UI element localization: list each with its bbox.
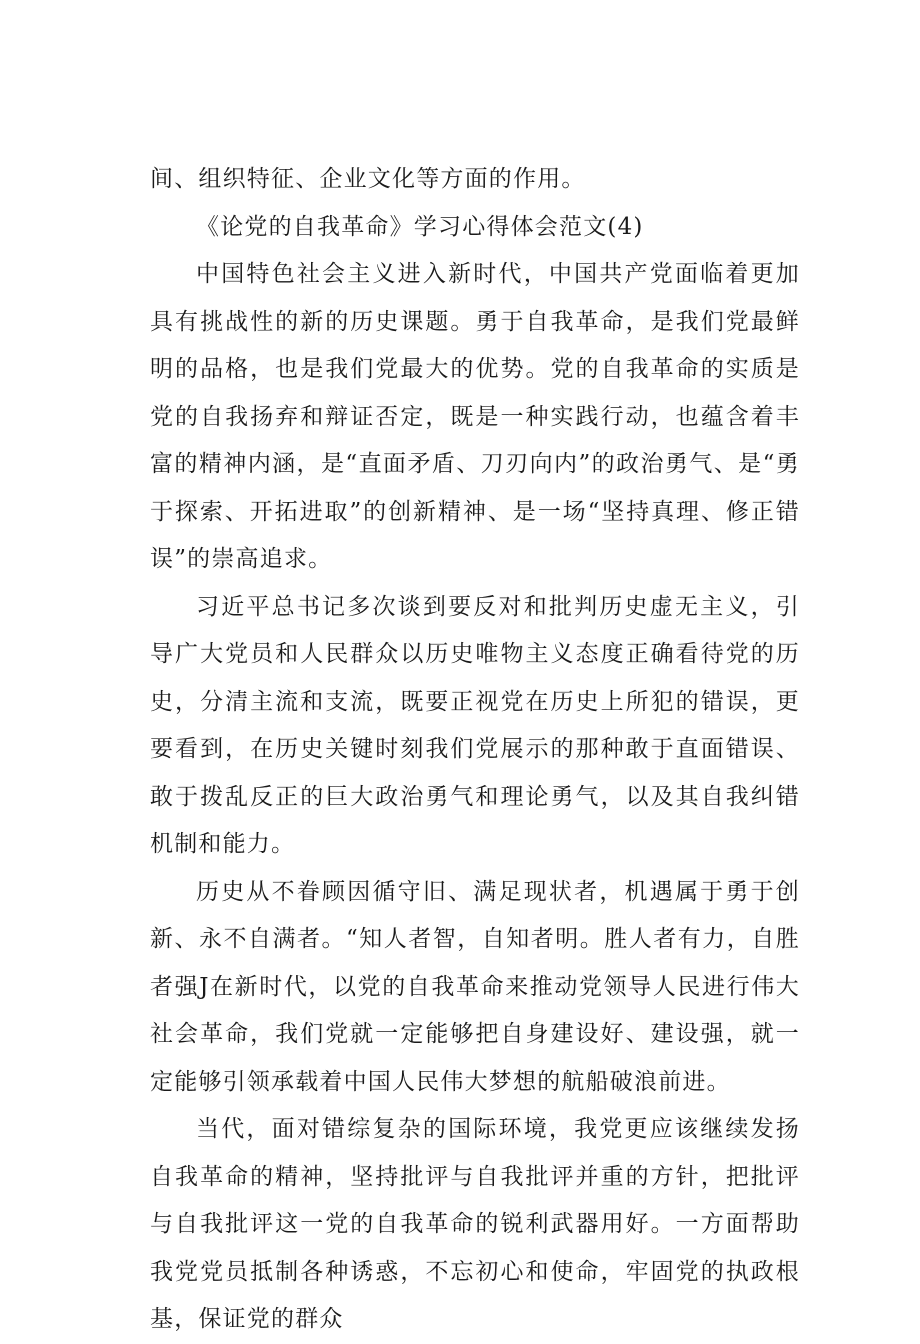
- paragraph-1: 中国特色社会主义进入新时代，中国共产党面临着更加具有挑战性的新的历史课题。勇于自我革命，是我们党最鲜明的品格，也是我们党最大的优势。党的自我革命的实质是党的自我扬弃和辩证否定，既是一种实践行动，也蕴含着丰富的精神内涵，是“直面矛盾、刀刃向内”的政治勇气、是“勇于探索、开拓进取”的创新精神、是一场“坚持真理、修正错误”的崇高追求。: [150, 261, 800, 572]
- paragraph-2: 习近平总书记多次谈到要反对和批判历史虚无主义，引导广大党员和人民群众以历史唯物主义态度正确看待党的历史，分清主流和支流，既要正视党在历史上所犯的错误，更要看到，在历史关键时刻我们党展示的那种敢于直面错误、敢于拨乱反正的巨大政治勇气和理论勇气，以及其自我纠错机制和能力。: [150, 593, 800, 857]
- paragraph-4: 当代，面对错综复杂的国际环境，我党更应该继续发扬自我革命的精神，坚持批评与自我批评并重的方针，把批评与自我批评这一党的自我革命的锐利武器用好。一方面帮助我党党员抵制各种诱惑，不忘初心和使命，牢固党的执政根基，保证党的群众: [150, 1116, 800, 1332]
- document-title: 《论党的自我革命》学习心得体会范文(4): [196, 213, 644, 240]
- continuation-text: 间、组织特征、企业文化等方面的作用。: [150, 166, 586, 192]
- paragraph-3: 历史从不眷顾因循守旧、满足现状者，机遇属于勇于创新、永不自满者。“知人者智，自知者明。胜人者有力，自胜者强J在新时代，以党的自我革命来推动党领导人民进行伟大社会革命，我们党就一定能够把自身建设好、建设强，就一定能够引领承载着中国人民伟大梦想的航船破浪前进。: [150, 878, 800, 1095]
- document-body: [150, 156, 800, 1344]
